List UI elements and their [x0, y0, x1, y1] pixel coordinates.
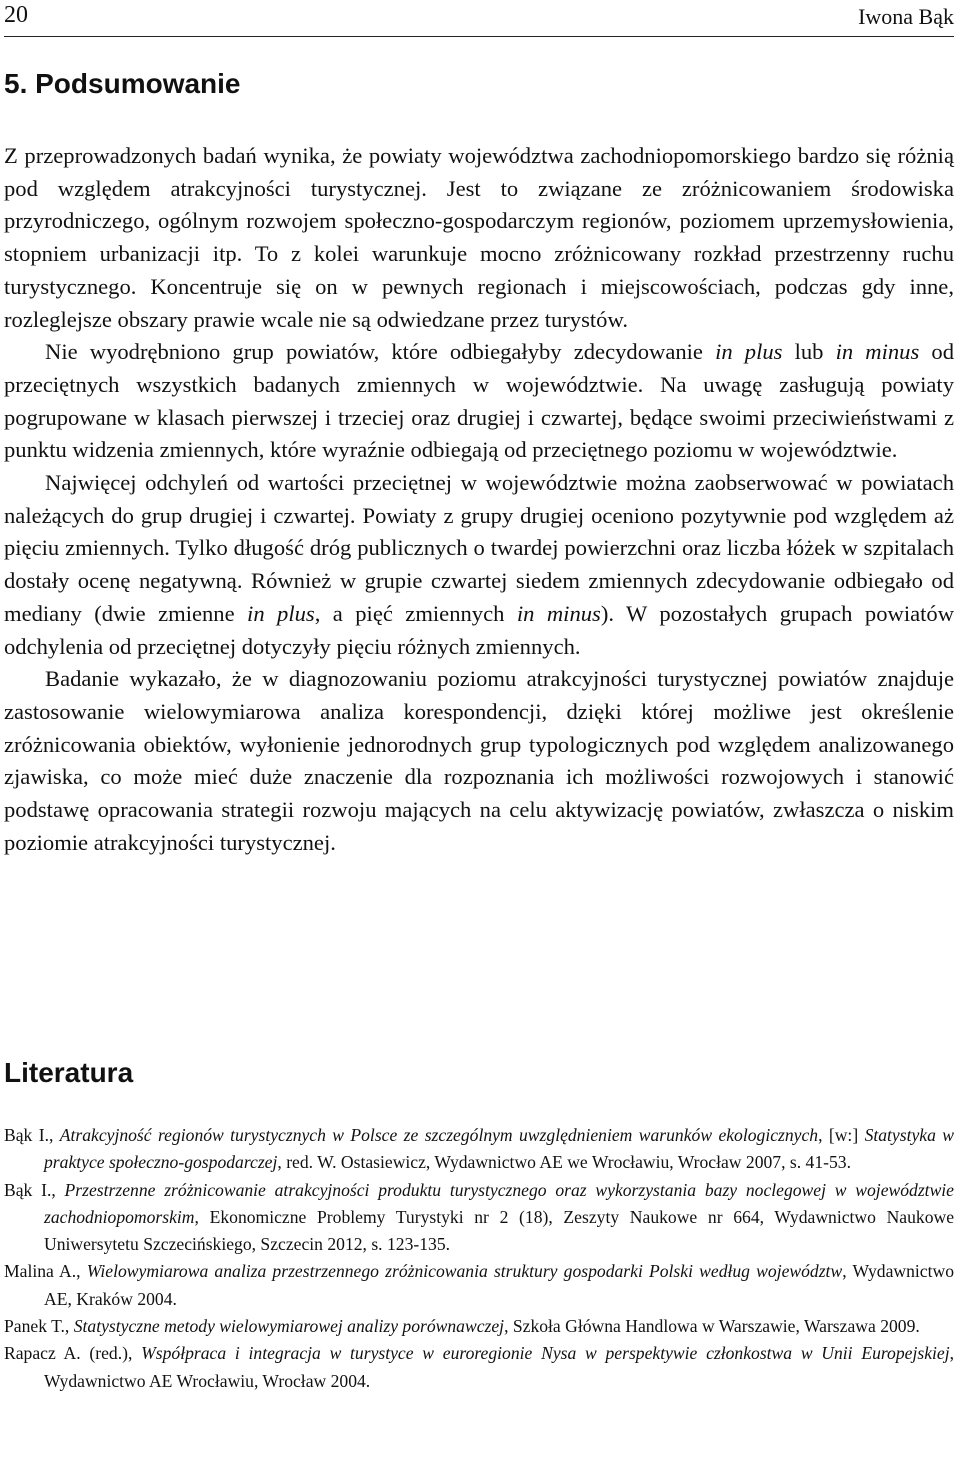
text-run: Rapacz A. (red.), — [4, 1343, 142, 1364]
italic-text-run: in minus — [516, 600, 601, 626]
text-run: , Wydawnictwo AE, Kraków 2004. — [44, 1261, 954, 1309]
reference-item — [4, 1313, 954, 1340]
text-run: , Ekonomiczne Problemy Turystyki nr 2 (18), Zeszyty Naukowe nr 664, Wydawnictwo Naukowe Uniwersytetu Szczecińskiego, Szczecin 2012, s. 123-135. — [44, 1206, 954, 1255]
reference-item — [4, 1258, 954, 1313]
text-run: , Wydawnictwo AE Wrocławiu, Wrocław 2004. — [44, 1343, 954, 1391]
text-run: Nie wyodrębniono grup powiatów, które odbiegałyby zdecydowanie — [45, 339, 716, 365]
text-run: Bąk I., — [4, 1125, 60, 1145]
paragraph — [4, 140, 954, 336]
italic-text-run: Statystyczne metody wielowymiarowej analizy porównawczej — [73, 1316, 505, 1337]
italic-text-run: Atrakcyjność regionów turystycznych w Polsce ze szczególnym uwzględnieniem warunków ekologicznych — [59, 1125, 819, 1145]
reference-list — [4, 1122, 954, 1395]
reference-item — [4, 1177, 954, 1259]
reference-item — [4, 1340, 954, 1395]
reference-item — [4, 1122, 954, 1177]
text-run: Z przeprowadzonych badań wynika, że powiaty województwa zachodniopomorskiego bardzo się różnią pod względem atrakcyjności turystycznej. Jest to związane ze zróżnicowaniem środowiska przyrodniczego, ogólnym rozwojem społeczno-gospodarczym regionów, poziomem uprzemysłowienia, stopniem urbanizacji itp. To z kolei warunkuje mocno zróżnicowany rozkład przestrzenny ruchu turystycznego. Koncentruje się on w pewnych regionach i miejscowościach, podczas gdy inne, rozleglejsze obszary prawie wcale nie są odwiedzane przez turystów. — [4, 143, 954, 332]
literature-title: Literatura — [4, 1057, 134, 1088]
running-header — [4, 2, 954, 37]
section-title: 5. Podsumowanie — [4, 68, 241, 99]
text-run: Bąk I., — [4, 1179, 65, 1200]
paragraph — [4, 663, 954, 859]
text-run: lub — [782, 339, 836, 365]
text-run: Malina A., — [4, 1261, 87, 1282]
italic-text-run: Wielowymiarowa analiza przestrzennego zróżnicowania struktury gospodarki Polski według województw — [86, 1261, 843, 1282]
text-run: ). W pozostałych grupach powiatów odchylenia od przeciętnej dotyczyły pięciu różnych zmiennych. — [4, 600, 955, 659]
italic-text-run: in minus — [835, 339, 920, 365]
page-number: 20 — [4, 2, 28, 28]
text-run: Panek T., — [4, 1316, 74, 1337]
text-run: Badanie wykazało, że w diagnozowaniu poziomu atrakcyjności turystycznej powiatów znajduje zastosowanie wielowymiarowa analiza korespondencji, dzięki której możliwe jest określenie zróżnicowania obiektów, wyłonienie jednorodnych grup typologicznych pod względem analizowanego zjawiska, co może mieć duże znaczenie dla rozpoznania ich możliwości rozwojowych i stanowić podstawę opracowania strategii rozwoju mających na celu aktywizację powiatów, zwłaszcza o niskim poziomie atrakcyjności turystycznej. — [4, 666, 954, 855]
paragraph — [4, 336, 954, 467]
text-run: , Szkoła Główna Handlowa w Warszawie, Warszawa 2009. — [504, 1316, 920, 1337]
text-run: , red. W. Ostasiewicz, Wydawnictwo AE we Wrocławiu, Wrocław 2007, s. 41-53. — [277, 1152, 851, 1173]
italic-text-run: Współpraca i integracja w turystyce w euroregionie Nysa w perspektywie członkostwa w Unii Europejskiej — [141, 1343, 950, 1364]
section-body — [4, 140, 954, 859]
text-run: od przeciętnych wszystkich badanych zmiennych w województwie. Na uwagę zasługują powiaty pogrupowane w klasach pierwszej i trzeciej oraz drugiej i czwartej, będące swoimi przeciwieństwami z punktu widzenia zmiennych, które wyraźnie odbiegają od przeciętnego poziomu w województwie. — [4, 339, 955, 463]
italic-text-run: in plus — [247, 600, 315, 626]
running-header-author: Iwona Bąk — [858, 4, 954, 29]
italic-text-run: Statystyka w praktyce społeczno-gospodarczej — [44, 1125, 955, 1173]
text-run: Najwięcej odchyleń od wartości przeciętnej w województwie można zaobserwować w powiatach należących do grup drugiej i czwartej. Powiaty z grupy drugiej oceniono pozytywnie pod względem aż pięciu zmiennych. Tylko długość dróg publicznych o twardej powierzchni oraz liczba łóżek w szpitalach dostały ocenę negatywną. Również w grupie czwartej siedem zmiennych zdecydowanie odbiegało od mediany (dwie zmienne — [4, 470, 954, 626]
text-run: , a pięć zmiennych — [314, 600, 517, 626]
text-run: , [w:] — [818, 1125, 865, 1145]
paragraph — [4, 467, 954, 663]
italic-text-run: in plus — [715, 339, 783, 365]
italic-text-run: Przestrzenne zróżnicowanie atrakcyjności produktu turystycznego oraz wykorzystania bazy noclegowej w województwie zachodniopomorskim — [44, 1179, 954, 1227]
